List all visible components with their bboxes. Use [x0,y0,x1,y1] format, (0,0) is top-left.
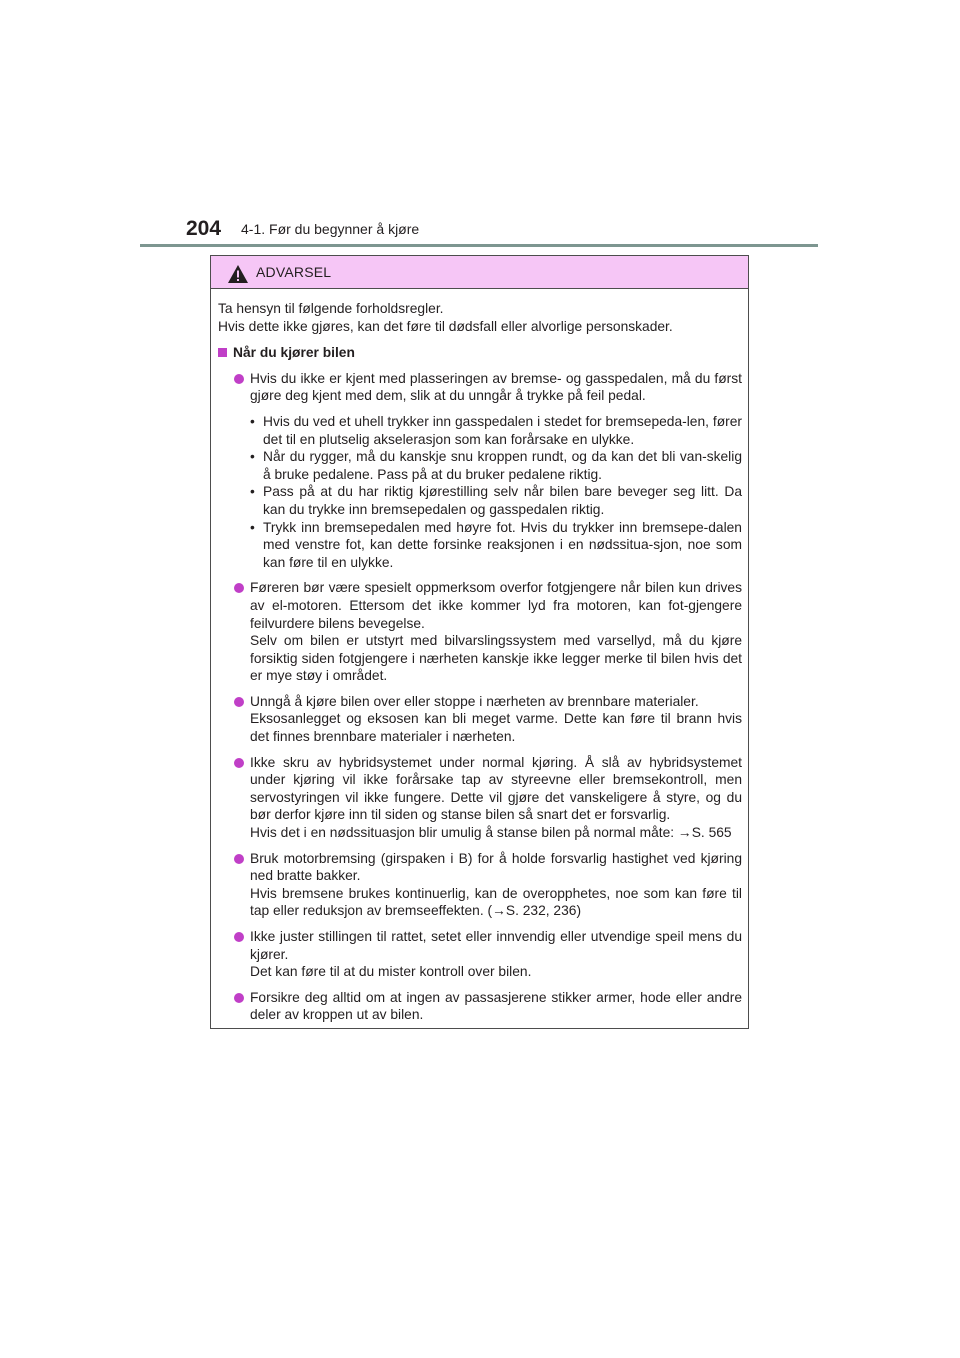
sub-list-item [218,519,742,572]
sub-bullet-icon: • [250,519,255,535]
list-item [218,693,742,746]
list-item [218,370,742,572]
bullet-dot-icon [234,993,244,1003]
warning-body [211,289,748,1024]
sub-list-text: Pass på at du har riktig kjørestilling selv når bilen bare beveger seg litt. Da kan du trykke inn bremsepedalen og gasspedalen riktig. [263,484,742,517]
warning-header [211,256,748,289]
list-item [218,928,742,981]
list-item-text: Eksosanlegget og eksosen kan bli meget varme. Dette kan føre til brann hvis det finnes brennbare materialer i nærheten. [250,711,742,745]
header-rule [140,244,818,247]
bullet-dot-icon [234,932,244,942]
list-item [218,850,742,920]
list-item [218,579,742,685]
warning-title: ADVARSEL [256,264,332,280]
list-item-text: Føreren bør være spesielt oppmerksom overfor fotgjengere når bilen kun drives av el-motoren. Ettersom det ikke kommer lyd fra motoren, kan fot-gjengere feilvurdere bilens bevegelse. [250,580,742,631]
intro-line: Ta hensyn til følgende forholdsregler. [218,301,444,316]
bullet-dot-icon [234,854,244,864]
sub-list-text: Trykk inn bremsepedalen med høyre fot. Hvis du trykker inn bremsepe-dalen med venstre fot, kan dette forsinke reaksjonen i en nødssitua-sjon, noe som kan føre til en ulykke. [263,519,742,570]
warning-list [218,370,742,1024]
list-item-text: Ikke juster stillingen til rattet, setet eller innvendig eller utvendige speil mens du kjører. [250,929,742,962]
sub-bullet-icon: • [250,413,255,429]
list-item-text: Hvis du ikke er kjent med plasseringen av bremse- og gasspedalen, må du først gjøre deg kjent med dem, slik at du unngår å trykke på feil pedal. [250,370,742,404]
sub-list-text: Når du rygger, må du kanskje snu kroppen rundt, og da kan det bli van-skelig å bruke pedalene. Pass på at du bruker pedalene riktig. [263,449,742,482]
sub-list-item [218,483,742,518]
list-item-text: Ikke skru av hybridsystemet under normal kjøring. Å slå av hybridsystemet under kjøring vil ikke forårsake tap av styreevne eller bremsekontroll, men servostyringen vil ikke fungere. Dette vil gjøre det vanskeligere å styre, og du bør derfor kjøre inn til siden og stanse bilen så snart det er forsvarlig. [250,754,742,823]
subheading-text: Når du kjører bilen [233,345,355,361]
intro-line: Hvis dette ikke gjøres, kan det føre til dødsfall eller alvorlige personskader. [218,318,673,334]
sub-list-item [218,448,742,483]
list-item-text: Hvis det i en nødssituasjon blir umulig å stanse bilen på normal måte: →S. 565 [250,825,732,841]
bullet-dot-icon [234,697,244,707]
bullet-dot-icon [234,583,244,593]
section-title: 4-1. Før du begynner å kjøre [241,221,420,237]
square-bullet-icon [218,348,227,357]
warning-triangle-icon [227,264,249,284]
sub-bullet-icon: • [250,449,255,465]
list-item-text: Forsikre deg alltid om at ingen av passasjerene stikker armer, hode eller andre deler av kroppen ut av bilen. [250,989,742,1023]
list-item-text: Hvis bremsene brukes kontinuerlig, kan de overopphetes, noe som kan føre til tap eller reduksjon av bremseeffekten. (→S. 232, 236) [250,885,742,919]
subheading [218,344,742,362]
sub-list-item [218,413,742,448]
bullet-dot-icon [234,374,244,384]
page-number: 204 [186,217,222,240]
sub-list [218,413,742,571]
list-item [218,989,742,1024]
list-item-text: Selv om bilen er utstyrt med bilvarslingssystem med varsellyd, må du kjøre forsiktig siden fotgjengere i nærheten kanskje ikke legger merke til bilen hvis det er mye støy i området. [250,633,742,684]
bullet-dot-icon [234,758,244,768]
list-item-text: Bruk motorbremsing (girspaken i B) for å holde forsvarlig hastighet ved kjøring ned bratte bakker. [250,850,742,884]
list-item-text: Det kan føre til at du mister kontroll over bilen. [250,964,532,980]
warning-box [210,255,749,1029]
warning-intro [218,300,742,335]
list-item [218,754,742,842]
list-item-text: Unngå å kjøre bilen over eller stoppe i nærheten av brennbare materialer. [250,693,699,709]
sub-bullet-icon: • [250,484,255,500]
sub-list-text: Hvis du ved et uhell trykker inn gasspedalen i stedet for bremsepeda-len, fører det til en plutselig akselerasjon som kan forårsake en ulykke. [263,413,742,447]
